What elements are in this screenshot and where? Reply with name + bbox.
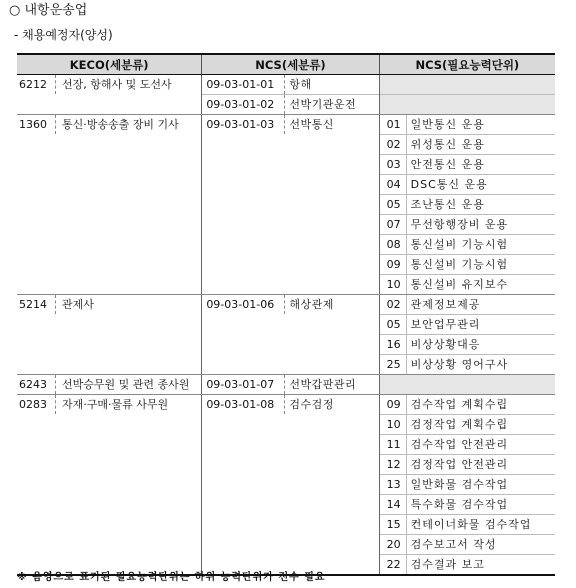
unit-number: 03 <box>382 155 407 174</box>
unit-number: 25 <box>382 355 407 374</box>
unit-number: 15 <box>382 515 407 534</box>
keco-cell <box>17 395 201 574</box>
unit-name: 위성통신 운용 <box>410 138 485 151</box>
unit-number: 02 <box>382 295 407 314</box>
unit-name: 통신설비 기능시험 <box>410 258 509 271</box>
header-ncs: NCS(세분류) <box>201 55 378 74</box>
table-group <box>17 295 555 375</box>
unit-name: 조난통신 운용 <box>410 198 485 211</box>
ncs-line <box>202 95 378 114</box>
ncs-code: 09-03-01-08 <box>202 395 285 414</box>
unit-line <box>380 255 555 275</box>
unit-name: DSC통신 운용 <box>410 178 488 191</box>
unit-cell <box>379 75 555 114</box>
ncs-name: 항해 <box>289 78 312 91</box>
ncs-line <box>202 375 378 394</box>
ncs-line <box>202 115 378 134</box>
keco-code: 1360 <box>17 115 56 134</box>
unit-line <box>380 155 555 175</box>
header-unit: NCS(필요능력단위) <box>379 55 555 74</box>
table-header-row <box>17 55 555 75</box>
unit-name: 검수작업 계획수립 <box>410 398 509 411</box>
ncs-cell <box>201 395 378 574</box>
unit-line <box>380 235 555 255</box>
ncs-name: 선박갑판관리 <box>289 378 357 391</box>
unit-cell <box>379 375 555 394</box>
unit-line <box>380 495 555 515</box>
keco-cell <box>17 115 201 294</box>
unit-number: 05 <box>382 315 407 334</box>
unit-line <box>380 135 555 155</box>
ncs-mapping-table <box>17 53 555 576</box>
ncs-name: 선박통신 <box>289 118 334 131</box>
ncs-code: 09-03-01-03 <box>202 115 285 134</box>
unit-number: 11 <box>382 435 407 454</box>
keco-name: 선박승무원 및 관련 종사원 <box>62 378 190 391</box>
unit-line <box>380 475 555 495</box>
keco-entry <box>17 375 201 394</box>
unit-line <box>380 315 555 335</box>
keco-entry <box>17 75 201 94</box>
unit-number: 09 <box>382 255 407 274</box>
unit-line <box>380 115 555 135</box>
ncs-name: 검수검정 <box>289 398 334 411</box>
unit-number: 01 <box>382 115 407 134</box>
keco-cell <box>17 375 201 394</box>
unit-line <box>380 175 555 195</box>
ncs-cell <box>201 75 378 114</box>
section-heading: ○ 내항운송업 <box>9 3 88 18</box>
unit-number: 08 <box>382 235 407 254</box>
ncs-line <box>202 75 378 95</box>
ncs-code: 09-03-01-07 <box>202 375 285 394</box>
unit-name: 보안업무관리 <box>410 318 481 331</box>
keco-code: 6243 <box>17 375 56 394</box>
unit-line <box>380 275 555 294</box>
unit-line <box>380 555 555 574</box>
unit-number: 12 <box>382 455 407 474</box>
unit-empty-cell <box>380 375 555 394</box>
keco-entry <box>17 295 201 314</box>
unit-empty-cell <box>380 75 555 95</box>
ncs-name: 해상관제 <box>289 298 334 311</box>
unit-name: 통신설비 기능시험 <box>410 238 509 251</box>
keco-name: 자재·구매·물류 사무원 <box>62 398 169 411</box>
unit-number: 10 <box>382 275 407 294</box>
keco-entry <box>17 115 201 134</box>
keco-code: 0283 <box>17 395 56 414</box>
keco-cell <box>17 295 201 374</box>
header-keco: KECO(세분류) <box>69 57 149 72</box>
unit-line <box>380 355 555 374</box>
keco-name: 관제사 <box>62 298 94 311</box>
ncs-cell <box>201 115 378 294</box>
unit-line <box>380 455 555 475</box>
unit-number: 20 <box>382 535 407 554</box>
unit-number: 07 <box>382 215 407 234</box>
unit-name: 특수화물 검수작업 <box>410 498 509 511</box>
ncs-code: 09-03-01-01 <box>202 75 285 94</box>
keco-code: 5214 <box>17 295 56 314</box>
unit-number: 04 <box>382 175 407 194</box>
unit-empty-cell <box>380 95 555 114</box>
unit-name: 안전통신 운용 <box>410 158 485 171</box>
unit-number: 09 <box>382 395 407 414</box>
footnote: ※ 음영으로 표기된 필요능력단위는 하위 능력단위가 전수 필요 <box>17 572 326 583</box>
unit-number: 22 <box>382 555 407 574</box>
keco-name: 통신·방송송출 장비 기사 <box>62 118 179 131</box>
unit-name: 일반통신 운용 <box>410 118 485 131</box>
unit-cell <box>379 115 555 294</box>
table-group <box>17 375 555 395</box>
unit-number: 05 <box>382 195 407 214</box>
ncs-line <box>202 295 378 314</box>
unit-name: 비상상황대응 <box>410 338 481 351</box>
ncs-cell <box>201 375 378 394</box>
unit-line <box>380 415 555 435</box>
unit-line <box>380 295 555 315</box>
unit-name: 검정작업 안전관리 <box>410 458 509 471</box>
unit-number: 02 <box>382 135 407 154</box>
unit-line <box>380 515 555 535</box>
unit-line <box>380 395 555 415</box>
unit-name: 검수작업 안전관리 <box>410 438 509 451</box>
unit-name: 무선항행장비 운용 <box>410 218 509 231</box>
table-group <box>17 395 555 574</box>
keco-entry <box>17 395 201 414</box>
table-group <box>17 115 555 295</box>
unit-number: 10 <box>382 415 407 434</box>
unit-name: 검정작업 계획수립 <box>410 418 509 431</box>
unit-cell <box>379 295 555 374</box>
keco-code: 6212 <box>17 75 56 94</box>
ncs-cell <box>201 295 378 374</box>
unit-line <box>380 335 555 355</box>
unit-name: 비상상황 영어구사 <box>410 358 509 371</box>
unit-name: 검수결과 보고 <box>410 558 485 571</box>
ncs-name: 선박기관운전 <box>289 98 357 111</box>
table-body <box>17 75 555 574</box>
unit-line <box>380 535 555 555</box>
ncs-line <box>202 395 378 414</box>
unit-name: 통신설비 유지보수 <box>410 278 509 291</box>
section-subheading: - 채용예정자(양성) <box>14 28 113 42</box>
keco-name: 선장, 항해사 및 도선사 <box>62 78 172 91</box>
unit-number: 16 <box>382 335 407 354</box>
unit-number: 14 <box>382 495 407 514</box>
unit-name: 컨테이너화물 검수작업 <box>410 518 532 531</box>
ncs-code: 09-03-01-02 <box>202 95 285 114</box>
unit-line <box>380 195 555 215</box>
unit-cell <box>379 395 555 574</box>
unit-name: 일반화물 검수작업 <box>410 478 509 491</box>
unit-line <box>380 215 555 235</box>
ncs-code: 09-03-01-06 <box>202 295 285 314</box>
unit-name: 검수보고서 작성 <box>410 538 497 551</box>
unit-number: 13 <box>382 475 407 494</box>
unit-line <box>380 435 555 455</box>
unit-name: 관제정보제공 <box>410 298 481 311</box>
table-group <box>17 75 555 115</box>
keco-cell <box>17 75 201 114</box>
